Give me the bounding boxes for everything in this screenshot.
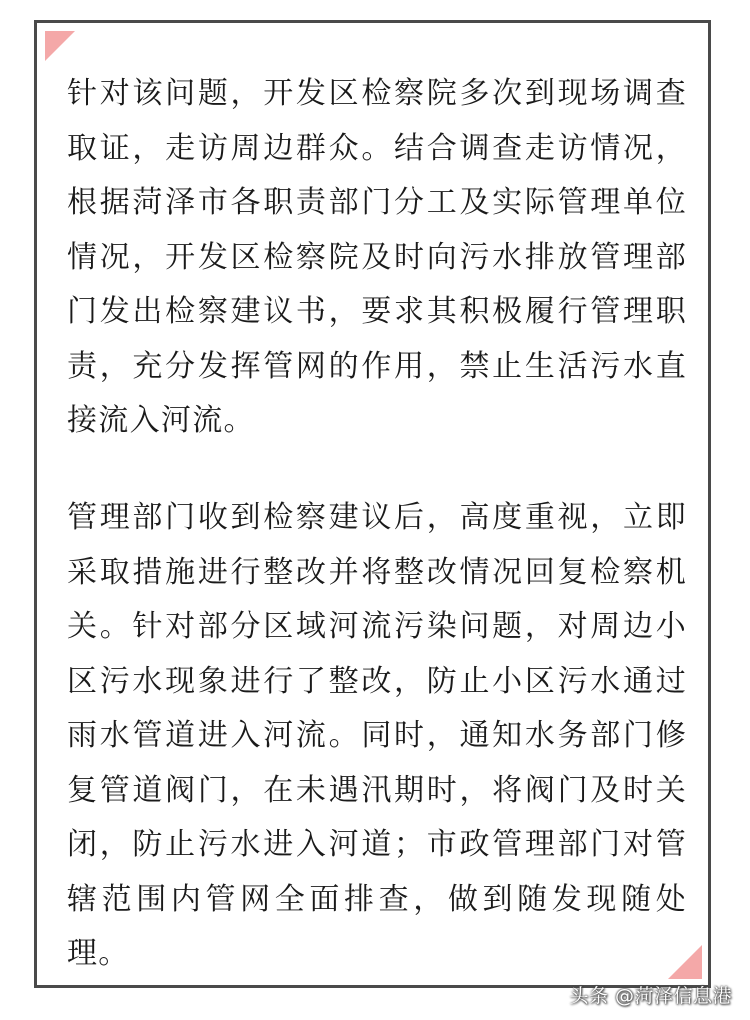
article-paragraph-2: 管理部门收到检察建议后，高度重视，立即采取措施进行整改并将整改情况回复检察机关。针对部分区域河流污染问题，对周边小区污水现象进行了整改，防止小区污水通过雨水管道进入河流。同时，通知水务部门修复管道阀门，在未遇汛期时，将阀门及时关闭，防止污水进入河道；市政管理部门对管辖范围内管网全面排查，做到随发现随处理。 [67,500,687,971]
article-paragraph-1: 针对该问题，开发区检察院多次到现场调查取证，走访周边群众。结合调查走访情况，根据菏泽市各职责部门分工及实际管理单位情况，开发区检察院及时向污水排放管理部门发出检察建议书，要求其积极履行管理职责，充分发挥管网的作用，禁止生活污水直接流入河流。 [67,76,687,438]
article-frame [34,20,711,988]
corner-decoration-bottom-right [668,945,702,979]
corner-decoration-top-left [45,31,75,61]
source-watermark: 头条 @菏泽信息港 [569,985,732,1007]
